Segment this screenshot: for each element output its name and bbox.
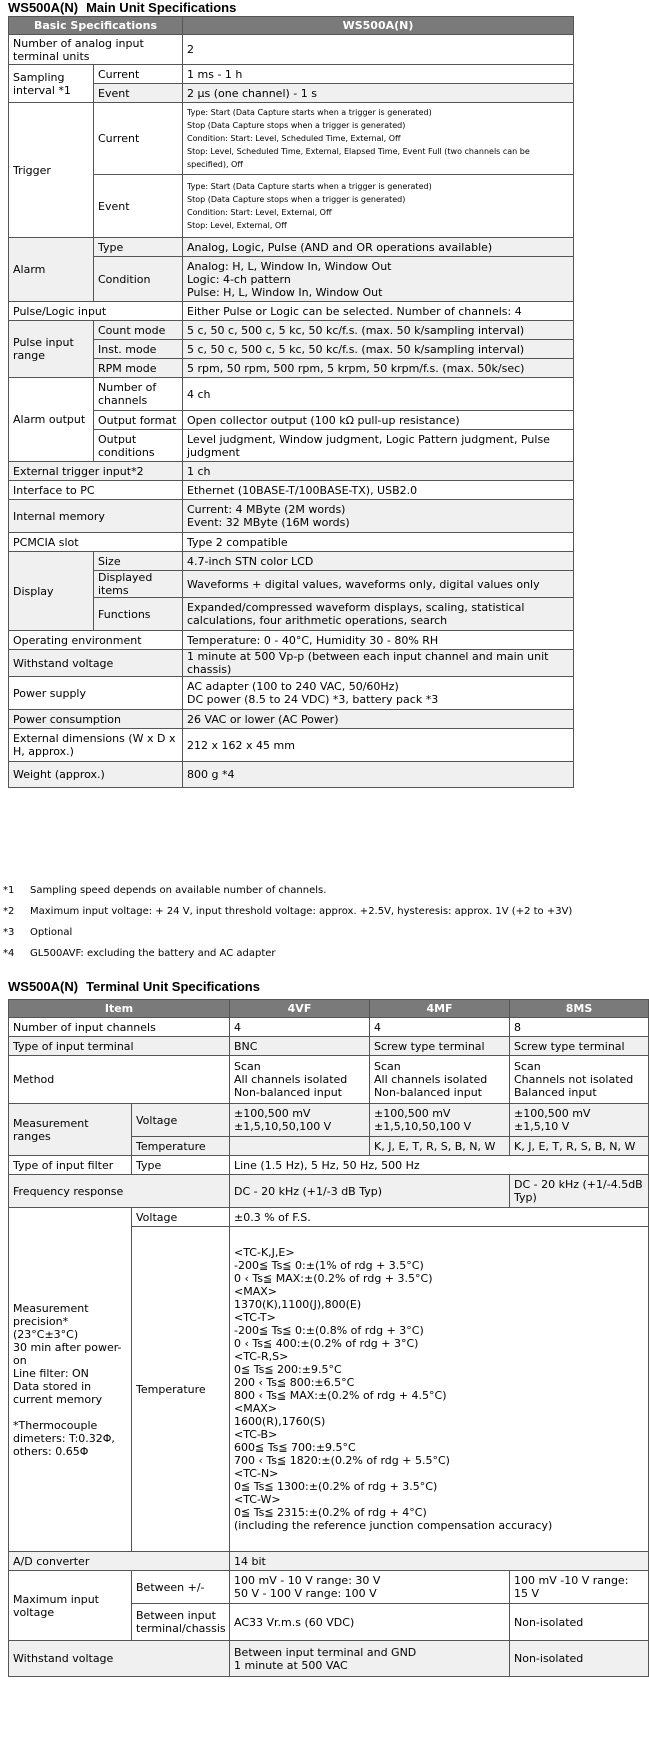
sub-label: Voltage: [132, 1208, 230, 1227]
sub-label: Number of channels: [94, 378, 183, 411]
table-row: [9, 103, 574, 175]
sub-label: Functions: [94, 598, 183, 631]
cell-4mf: Scan All channels isolated Non-balanced input: [370, 1056, 510, 1104]
table-row: [9, 762, 574, 788]
row-value: 1 ms - 1 h: [183, 65, 574, 84]
sub-label: Voltage: [132, 1104, 230, 1137]
header-model: WS500A(N): [183, 17, 574, 35]
row-value: Type 2 compatible: [183, 533, 574, 552]
row-label: Measurement precision* (23°C±3°C) 30 min after power-on Line filter: ON Data stored in current memory *Thermocouple dimeters: T:0.32Φ, others: 0.65Φ: [9, 1208, 132, 1552]
table-row: [9, 302, 574, 321]
table-row: [9, 533, 574, 552]
table-row: [9, 1641, 649, 1677]
cell-8ms: Scan Channels not isolated Balanced input: [510, 1056, 649, 1104]
cell-all: ±0.3 % of F.S.: [230, 1208, 649, 1227]
table-row: [9, 1056, 649, 1104]
main-title-model: WS500A(N): [8, 0, 79, 15]
row-value: 1 minute at 500 Vp-p (between each input channel and main unit chassis): [183, 650, 574, 677]
row-label: Number of input channels: [9, 1018, 230, 1037]
row-label: Power supply: [9, 677, 183, 710]
table-row: [9, 571, 574, 598]
table-row: [9, 1156, 649, 1175]
cell-4mf: Screw type terminal: [370, 1037, 510, 1056]
sub-label: Current: [94, 103, 183, 175]
table-row: [9, 481, 574, 500]
cell-4vf: 4: [230, 1018, 370, 1037]
table-row: [9, 677, 574, 710]
main-spec-title: [8, 0, 236, 15]
table-row: [9, 1037, 649, 1056]
cell-all: Line (1.5 Hz), 5 Hz, 50 Hz, 500 Hz: [230, 1156, 649, 1175]
table-row: [9, 1571, 649, 1604]
row-value: Temperature: 0 - 40°C, Humidity 30 - 80% RH: [183, 631, 574, 650]
row-label: Trigger: [9, 103, 94, 238]
row-label: Type of input filter: [9, 1156, 132, 1175]
table-row: [9, 1104, 649, 1137]
row-value: Analog, Logic, Pulse (AND and OR operations available): [183, 238, 574, 257]
cell-8ms: DC - 20 kHz (+1/-4.5dB Typ): [510, 1175, 649, 1208]
cell-8ms: ±100,500 mV ±1,5,10 V: [510, 1104, 649, 1137]
table-row: [9, 35, 574, 65]
row-label: Frequency response: [9, 1175, 230, 1208]
table-row: [9, 650, 574, 677]
sub-label: Output conditions: [94, 430, 183, 462]
row-label: Sampling interval *1: [9, 65, 94, 103]
row-value: Level judgment, Window judgment, Logic Pattern judgment, Pulse judgment: [183, 430, 574, 462]
cell-4vf: Scan All channels isolated Non-balanced input: [230, 1056, 370, 1104]
header-item: Item: [9, 1000, 230, 1018]
row-value: Waveforms + digital values, waveforms only, digital values only: [183, 571, 574, 598]
cell-4mf: 4: [370, 1018, 510, 1037]
terminal-title-model: WS500A(N): [8, 979, 79, 994]
row-label: A/D converter: [9, 1552, 230, 1571]
footnote: [0, 922, 649, 943]
table-row: [9, 238, 574, 257]
row-value: Current: 4 MByte (2M words) Event: 32 MByte (16M words): [183, 500, 574, 533]
cell-all: 14 bit: [230, 1552, 649, 1571]
cell-4vf: [230, 1137, 370, 1156]
row-value: 26 VAC or lower (AC Power): [183, 710, 574, 729]
row-value: 800 g *4: [183, 762, 574, 788]
row-label: Internal memory: [9, 500, 183, 533]
row-label: Operating environment: [9, 631, 183, 650]
row-value: 2 µs (one channel) - 1 s: [183, 84, 574, 103]
footnote-mark: *1: [3, 885, 15, 896]
cell-8ms: Non-isolated: [510, 1641, 649, 1677]
sub-label: Type: [94, 238, 183, 257]
table-row: [9, 1208, 649, 1227]
footnote-mark: *4: [3, 948, 15, 959]
table-row: [9, 257, 574, 302]
table-row: [9, 1175, 649, 1208]
table-row: [9, 359, 574, 378]
footnote: [0, 901, 649, 922]
sub-label: Current: [94, 65, 183, 84]
table-row: [9, 710, 574, 729]
table-header-row: [9, 1000, 649, 1018]
row-value: 4.7-inch STN color LCD: [183, 552, 574, 571]
row-value: 2: [183, 35, 574, 65]
row-label: Display: [9, 552, 94, 631]
table-row: [9, 462, 574, 481]
main-title-sub: Main Unit Specifications: [86, 0, 237, 15]
row-label: Power consumption: [9, 710, 183, 729]
row-value: Type: Start (Data Capture starts when a trigger is generated) Stop (Data Capture stops when a trigger is generated) Condition: Start: Level, External, Off Stop: Level, External, Off: [183, 175, 574, 238]
cell-4vf: BNC: [230, 1037, 370, 1056]
header-basic-specs: Basic Specifications: [9, 17, 183, 35]
row-label: Maximum input voltage: [9, 1571, 132, 1641]
sub-label: Between input terminal/chassis: [132, 1604, 230, 1641]
row-value: 1 ch: [183, 462, 574, 481]
row-label: Pulse/Logic input: [9, 302, 183, 321]
cell-8ms: Screw type terminal: [510, 1037, 649, 1056]
sub-label: Inst. mode: [94, 340, 183, 359]
row-value: Open collector output (100 kΩ pull-up resistance): [183, 411, 574, 430]
table-row: [9, 175, 574, 238]
cell-8ms: Non-isolated: [510, 1604, 649, 1641]
row-label: Measurement ranges: [9, 1104, 132, 1156]
row-label: Interface to PC: [9, 481, 183, 500]
table-row: [9, 1018, 649, 1037]
footnotes: [0, 880, 649, 964]
row-label: Alarm output: [9, 378, 94, 462]
table-header-row: [9, 17, 574, 35]
footnote-text: Sampling speed depends on available number of channels.: [30, 885, 327, 896]
cell-8ms: K, J, E, T, R, S, B, N, W: [510, 1137, 649, 1156]
row-label: External trigger input*2: [9, 462, 183, 481]
row-label: Weight (approx.): [9, 762, 183, 788]
footnote-mark: *2: [3, 906, 15, 917]
table-row: [9, 65, 574, 84]
row-label: Pulse input range: [9, 321, 94, 378]
footnote: [0, 880, 649, 901]
cell-8ms: 8: [510, 1018, 649, 1037]
row-value: 5 c, 50 c, 500 c, 5 kc, 50 kc/f.s. (max. 50 k/sampling interval): [183, 321, 574, 340]
sub-label: Event: [94, 175, 183, 238]
header-8ms: 8MS: [510, 1000, 649, 1018]
table-row: [9, 430, 574, 462]
sub-label: Displayed items: [94, 571, 183, 598]
sub-label: Condition: [94, 257, 183, 302]
row-value: Analog: H, L, Window In, Window Out Logic: 4-ch pattern Pulse: H, L, Window In, Window Out: [183, 257, 574, 302]
cell-4vf-4mf: AC33 Vr.m.s (60 VDC): [230, 1604, 510, 1641]
table-row: [9, 411, 574, 430]
footnote-mark: *3: [3, 927, 15, 938]
cell-4vf-4mf: 100 mV - 10 V range: 30 V 50 V - 100 V range: 100 V: [230, 1571, 510, 1604]
cell-4mf: ±100,500 mV ±1,5,10,50,100 V: [370, 1104, 510, 1137]
row-label: PCMCIA slot: [9, 533, 183, 552]
sub-label: Temperature: [132, 1227, 230, 1552]
sub-label: Output format: [94, 411, 183, 430]
cell-4vf-4mf: DC - 20 kHz (+1/-3 dB Typ): [230, 1175, 510, 1208]
row-label: Withstand voltage: [9, 1641, 230, 1677]
sub-label: Size: [94, 552, 183, 571]
row-value: Ethernet (10BASE-T/100BASE-TX), USB2.0: [183, 481, 574, 500]
row-value: 5 rpm, 50 rpm, 500 rpm, 5 krpm, 50 krpm/f.s. (max. 50k/sec): [183, 359, 574, 378]
footnote-text: Optional: [30, 927, 73, 938]
table-row: [9, 378, 574, 411]
cell-all: <TC-K,J,E> -200≦ Ts≦ 0:±(1% of rdg + 3.5°C) 0 ‹ Ts≦ MAX:±(0.2% of rdg + 3.5°C) <MAX> 1370(K),1100(J),800(E) <TC-T> -200≦ Ts≦ 0:±(0.8% of rdg + 3°C) 0 ‹ Ts≦ 400:±(0.2% of rdg + 3°C) <TC-R,S> 0≦ Ts≦ 200:±9.5°C 200 ‹ Ts≦ 800:±6.5°C 800 ‹ Ts≦ MAX:±(0.2% of rdg + 4.5°C) <MAX> 1600(R),1760(S) <TC-B> 600≦ Ts≦ 700:±9.5°C 700 ‹ Ts≦ 1820:±(0.2% of rdg + 5.5°C) <TC-N> 0≦ Ts≦ 1300:±(0.2% of rdg + 3.5°C) <TC-W> 0≦ Ts≦ 2315:±(0.2% of rdg + 4°C) (including the reference junction compensation accuracy): [230, 1227, 649, 1552]
sub-label: Count mode: [94, 321, 183, 340]
row-value: Expanded/compressed waveform displays, scaling, statistical calculations, four arithmetic operations, search: [183, 598, 574, 631]
row-label: Alarm: [9, 238, 94, 302]
sub-label: Between +/-: [132, 1571, 230, 1604]
row-label: External dimensions (W x D x H, approx.): [9, 729, 183, 762]
row-value: 212 x 162 x 45 mm: [183, 729, 574, 762]
sub-label: Event: [94, 84, 183, 103]
terminal-spec-table: [8, 999, 649, 1677]
cell-4vf: ±100,500 mV ±1,5,10,50,100 V: [230, 1104, 370, 1137]
table-row: [9, 1552, 649, 1571]
table-row: [9, 84, 574, 103]
row-label: Number of analog input terminal units: [9, 35, 183, 65]
sub-label: Type: [132, 1156, 230, 1175]
header-4mf: 4MF: [370, 1000, 510, 1018]
row-value: 5 c, 50 c, 500 c, 5 kc, 50 kc/f.s. (max. 50 k/sampling interval): [183, 340, 574, 359]
row-value: AC adapter (100 to 240 VAC, 50/60Hz) DC power (8.5 to 24 VDC) *3, battery pack *3: [183, 677, 574, 710]
table-row: [9, 598, 574, 631]
row-label: Method: [9, 1056, 230, 1104]
terminal-spec-title: [8, 979, 260, 994]
sub-label: RPM mode: [94, 359, 183, 378]
row-value: Type: Start (Data Capture starts when a trigger is generated) Stop (Data Capture stops when a trigger is generated) Condition: Start: Level, Scheduled Time, External, Off Stop: Level, Scheduled Time, External, Elapsed Time, Event Full (two channels can be specified), Off: [183, 103, 574, 175]
table-row: [9, 340, 574, 359]
sub-label: Temperature: [132, 1137, 230, 1156]
cell-8ms: 100 mV -10 V range: 15 V: [510, 1571, 649, 1604]
main-spec-table: [8, 16, 574, 788]
row-value: Either Pulse or Logic can be selected. Number of channels: 4: [183, 302, 574, 321]
footnote-text: Maximum input voltage: + 24 V, input threshold voltage: approx. +2.5V, hysteresis: approx. 1V (+2 to +3V): [30, 906, 573, 917]
table-row: [9, 631, 574, 650]
cell-4vf-4mf: Between input terminal and GND 1 minute at 500 VAC: [230, 1641, 510, 1677]
header-4vf: 4VF: [230, 1000, 370, 1018]
row-value: 4 ch: [183, 378, 574, 411]
row-label: Withstand voltage: [9, 650, 183, 677]
table-row: [9, 500, 574, 533]
table-row: [9, 729, 574, 762]
footnote: [0, 943, 649, 964]
table-row: [9, 552, 574, 571]
terminal-title-sub: Terminal Unit Specifications: [86, 979, 260, 994]
row-label: Type of input terminal: [9, 1037, 230, 1056]
table-row: [9, 321, 574, 340]
cell-4mf: K, J, E, T, R, S, B, N, W: [370, 1137, 510, 1156]
footnote-text: GL500AVF: excluding the battery and AC adapter: [30, 948, 276, 959]
